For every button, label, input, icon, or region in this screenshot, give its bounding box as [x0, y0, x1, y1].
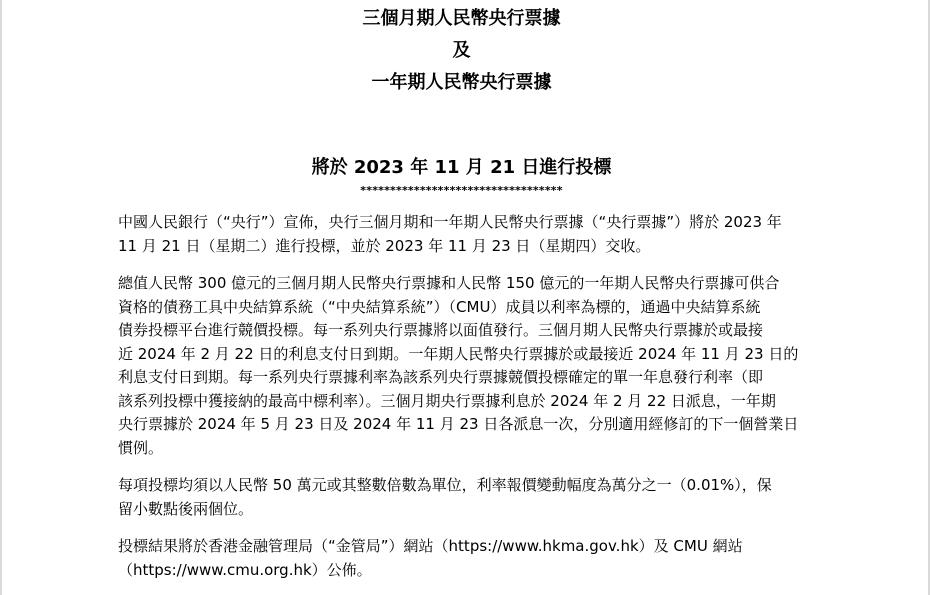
paragraph-line: 央行票據於 2024 年 5 月 23 日及 2024 年 11 月 23 日各派息一次，分別適用經修訂的下一個營業日	[118, 415, 799, 433]
tender-date-heading: 將於 2023 年 11 月 21 日進行投標	[311, 157, 612, 178]
paragraph-line: 近 2024 年 2 月 22 日的利息支付日到期。一年期人民幣央行票據於或最接近 2024 年 11 月 23 日的	[118, 344, 799, 363]
paragraph-line: 慣例。	[118, 438, 164, 457]
paragraph-issue-details	[118, 272, 805, 460]
paragraph-line: 投標結果將於香港金融管理局（“金管局”）網站（https://www.hkma.gov.hk）及 CMU 網站	[118, 537, 743, 555]
paragraph-line: （https://www.cmu.org.hk）公佈。	[118, 560, 372, 579]
title-line-2: 及	[452, 40, 471, 61]
paragraph-line: 留小數點後兩個位。	[118, 499, 254, 518]
title-line-3: 一年期人民幣央行票據	[371, 72, 552, 93]
title-line-1: 三個月期人民幣央行票據	[362, 8, 561, 29]
paragraph-line: 該系列投標中獲接納的最高中標利率）。三個月期央行票據利息於 2024 年 2 月 22 日派息，一年期	[118, 391, 776, 410]
paragraph-line: 中國人民銀行（“央行”）宣佈，央行三個月期和一年期人民幣央行票據（“央行票據”）將於 2023 年	[118, 213, 782, 231]
paragraph-line: 11 月 21 日（星期二）進行投標，並於 2023 年 11 月 23 日（星期四）交收。	[118, 236, 651, 255]
page-left-border	[0, 0, 2, 595]
paragraph-announcement	[118, 211, 805, 258]
paragraph-line: 債券投標平台進行競價投標。每一系列央行票據將以面值發行。三個月期人民幣央行票據於或最接	[118, 321, 764, 339]
separator-stars: **********************************	[360, 184, 563, 197]
paragraph-line: 利息支付日到期。每一系列央行票據利率為該系列央行票據競價投標確定的單一年息發行利率（即	[118, 368, 764, 386]
paragraph-line: 總值人民幣 300 億元的三個月期人民幣央行票據和人民幣 150 億元的一年期人民幣央行票據可供合	[118, 274, 780, 292]
document-page	[118, 0, 805, 582]
paragraph-line: 資格的債務工具中央結算系統（“中央結算系統”）（CMU）成員以利率為標的，通過中央結算系統	[118, 297, 761, 316]
paragraph-line: 每項投標均須以人民幣 50 萬元或其整數倍數為單位，利率報價變動幅度為萬分之一（0.01%），保	[118, 476, 772, 494]
paragraph-results-publication	[118, 535, 805, 582]
paragraph-bid-unit	[118, 474, 805, 521]
